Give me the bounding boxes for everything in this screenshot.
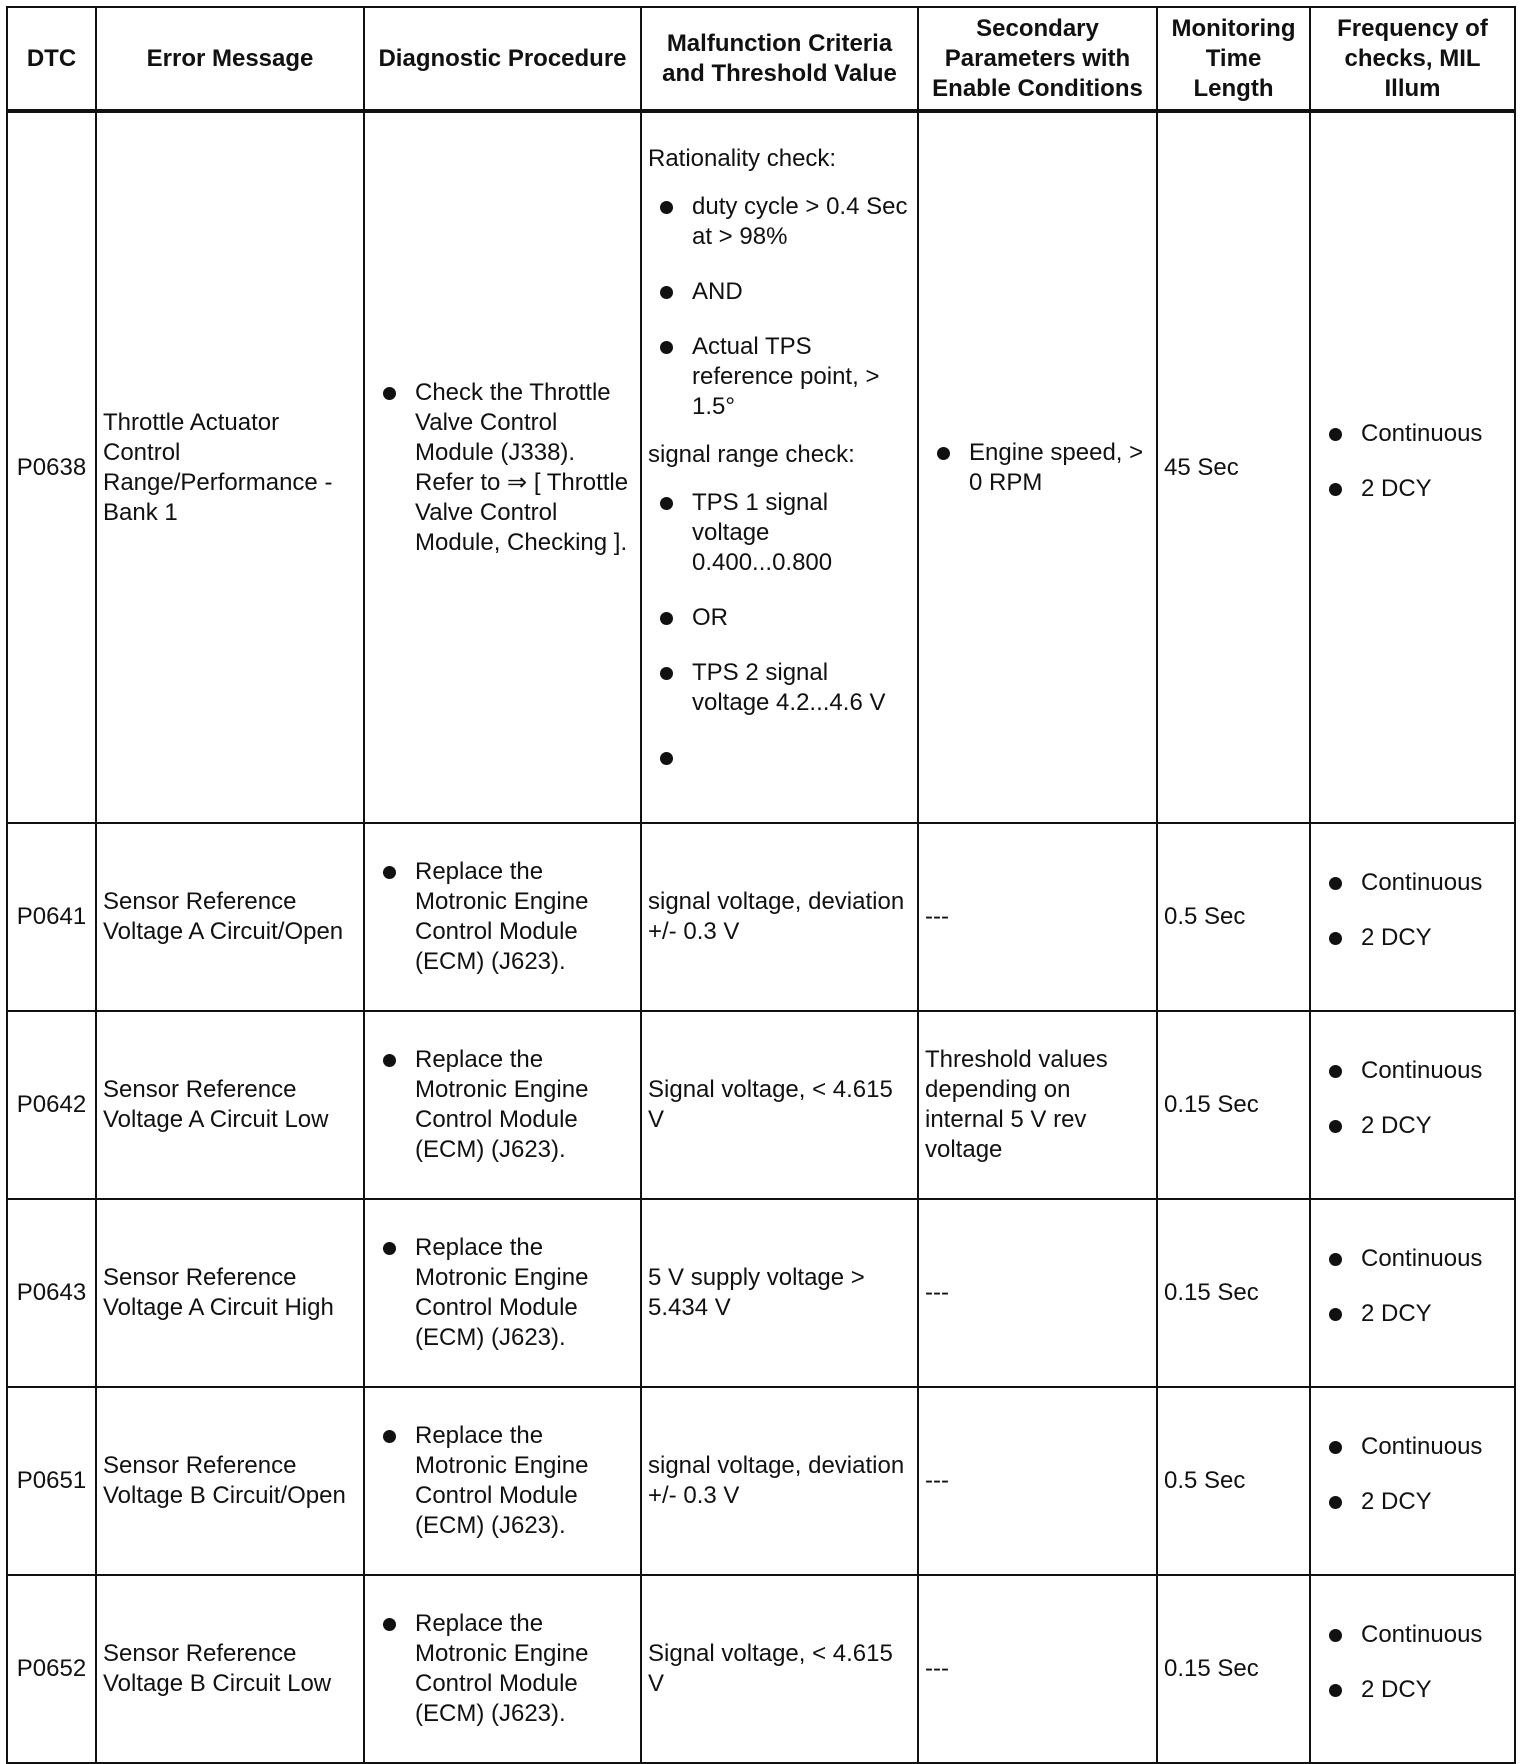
- procedure-text: Replace the Motronic Engine Control Module (ECM) (J623).: [415, 1610, 589, 1727]
- table-row: [7, 111, 1515, 823]
- bullet-icon: [1329, 1308, 1342, 1321]
- rationality-list: [648, 192, 911, 422]
- bullet-icon: [383, 1054, 396, 1067]
- bullet-icon: [660, 341, 673, 354]
- bullet-icon: [1329, 1684, 1342, 1697]
- bullet-icon: [1329, 1253, 1342, 1266]
- procedure-text: Replace the Motronic Engine Control Module (ECM) (J623).: [415, 858, 589, 975]
- list-item: [371, 1609, 634, 1729]
- bullet-icon: [660, 286, 673, 299]
- list-item: [648, 192, 911, 252]
- criteria-item: TPS 2 signal voltage 4.2...4.6 V: [692, 659, 886, 716]
- header-frequency: Frequency of checks, MIL Illum: [1310, 7, 1515, 111]
- rationality-check-label: Rationality check:: [648, 145, 837, 172]
- error-message: Sensor Reference Voltage A Circuit/Open: [96, 823, 364, 1011]
- error-message: Sensor Reference Voltage A Circuit High: [96, 1199, 364, 1387]
- list-item: [371, 1233, 634, 1353]
- list-item: [1317, 1675, 1508, 1705]
- dtc-code: P0642: [7, 1011, 96, 1199]
- bullet-icon: [1329, 932, 1342, 945]
- malfunction-criteria: Signal voltage, < 4.615 V: [641, 1575, 918, 1763]
- header-dtc: DTC: [7, 7, 96, 111]
- monitoring-time: 0.15 Sec: [1157, 1575, 1310, 1763]
- list-item: [648, 332, 911, 422]
- dtc-code: P0638: [7, 111, 96, 823]
- diagnostic-procedure: [364, 1387, 641, 1575]
- header-malfunction-criteria: Malfunction Criteria and Threshold Value: [641, 7, 918, 111]
- list-item: [371, 378, 634, 558]
- table-row: [7, 1011, 1515, 1199]
- monitoring-time: 0.5 Sec: [1157, 1387, 1310, 1575]
- bullet-icon: [660, 497, 673, 510]
- bullet-icon: [660, 752, 673, 765]
- table-row: [7, 823, 1515, 1011]
- criteria-item: AND: [692, 278, 743, 305]
- diagnostic-procedure: [364, 823, 641, 1011]
- list-item: [1317, 474, 1508, 504]
- bullet-icon: [383, 1618, 396, 1631]
- list-item: [648, 277, 911, 307]
- procedure-text: Replace the Motronic Engine Control Module (ECM) (J623).: [415, 1234, 589, 1351]
- frequency: [1310, 823, 1515, 1011]
- procedure-text: Replace the Motronic Engine Control Module (ECM) (J623).: [415, 1422, 589, 1539]
- bullet-icon: [937, 447, 950, 460]
- bullet-icon: [1329, 1496, 1342, 1509]
- list-item: [1317, 923, 1508, 953]
- list-item: [371, 1421, 634, 1541]
- malfunction-criteria: 5 V supply voltage > 5.434 V: [641, 1199, 918, 1387]
- list-item: [1317, 1056, 1508, 1086]
- frequency-text: 2 DCY: [1361, 1488, 1432, 1515]
- secondary-parameters: [918, 111, 1157, 823]
- criteria-item: duty cycle > 0.4 Sec at > 98%: [692, 193, 908, 250]
- frequency-text: 2 DCY: [1361, 924, 1432, 951]
- diagnostic-procedure: [364, 1575, 641, 1763]
- frequency-text: 2 DCY: [1361, 1112, 1432, 1139]
- criteria-item: Actual TPS reference point, > 1.5°: [692, 333, 880, 420]
- malfunction-criteria: [641, 111, 918, 823]
- list-item: [1317, 1244, 1508, 1274]
- bullet-icon: [383, 866, 396, 879]
- bullet-icon: [1329, 483, 1342, 496]
- signal-range-list: [648, 488, 911, 773]
- list-item: [648, 743, 911, 773]
- frequency-text: Continuous: [1361, 1621, 1483, 1648]
- list-item: [648, 603, 911, 633]
- secondary-parameters: ---: [918, 1199, 1157, 1387]
- monitoring-time: 0.5 Sec: [1157, 823, 1310, 1011]
- bullet-icon: [1329, 1441, 1342, 1454]
- header-row: [7, 7, 1515, 111]
- malfunction-criteria: signal voltage, deviation +/- 0.3 V: [641, 823, 918, 1011]
- frequency-text: Continuous: [1361, 1433, 1483, 1460]
- error-message: Sensor Reference Voltage B Circuit Low: [96, 1575, 364, 1763]
- bullet-icon: [383, 387, 396, 400]
- header-monitoring-time: Monitoring Time Length: [1157, 7, 1310, 111]
- frequency-text: Continuous: [1361, 1245, 1483, 1272]
- list-item: [1317, 1432, 1508, 1462]
- secondary-parameters: ---: [918, 1575, 1157, 1763]
- list-item: [925, 438, 1150, 498]
- list-item: [648, 488, 911, 578]
- bullet-icon: [383, 1430, 396, 1443]
- frequency-text: Continuous: [1361, 869, 1483, 896]
- error-message: Sensor Reference Voltage A Circuit Low: [96, 1011, 364, 1199]
- procedure-text: Replace the Motronic Engine Control Module (ECM) (J623).: [415, 1046, 589, 1163]
- secondary-parameters: ---: [918, 1387, 1157, 1575]
- header-secondary-parameters: Secondary Parameters with Enable Conditions: [918, 7, 1157, 111]
- monitoring-time: 45 Sec: [1157, 111, 1310, 823]
- dtc-code: P0651: [7, 1387, 96, 1575]
- list-item: [371, 857, 634, 977]
- bullet-icon: [660, 667, 673, 680]
- procedure-text: Check the Throttle Valve Control Module (J338). Refer to ⇒ [ Throttle Valve Control Module, Checking ].: [415, 378, 629, 556]
- list-item: [648, 658, 911, 718]
- frequency-text: 2 DCY: [1361, 474, 1432, 502]
- criteria-item: TPS 1 signal voltage 0.400...0.800: [692, 489, 833, 576]
- malfunction-criteria: Signal voltage, < 4.615 V: [641, 1011, 918, 1199]
- bullet-icon: [1329, 1629, 1342, 1642]
- dtc-code: P0641: [7, 823, 96, 1011]
- list-item: [1317, 1111, 1508, 1141]
- frequency: [1310, 1575, 1515, 1763]
- list-item: [1317, 419, 1508, 449]
- frequency: [1310, 111, 1515, 823]
- bullet-icon: [1329, 877, 1342, 890]
- frequency-text: 2 DCY: [1361, 1676, 1432, 1703]
- secondary-parameters: ---: [918, 823, 1157, 1011]
- frequency: [1310, 1011, 1515, 1199]
- bullet-icon: [660, 612, 673, 625]
- diagnostic-procedure: [364, 1199, 641, 1387]
- frequency: [1310, 1199, 1515, 1387]
- list-item: [371, 1045, 634, 1165]
- dtc-table: [6, 6, 1516, 1764]
- secondary-text: Engine speed, > 0 RPM: [969, 438, 1144, 496]
- bullet-icon: [1329, 428, 1342, 441]
- header-error-message: Error Message: [96, 7, 364, 111]
- signal-range-check-label: signal range check:: [648, 441, 855, 468]
- dtc-code: P0643: [7, 1199, 96, 1387]
- dtc-code: P0652: [7, 1575, 96, 1763]
- bullet-icon: [383, 1242, 396, 1255]
- malfunction-criteria: signal voltage, deviation +/- 0.3 V: [641, 1387, 918, 1575]
- header-diagnostic-procedure: Diagnostic Procedure: [364, 7, 641, 111]
- bullet-icon: [1329, 1065, 1342, 1078]
- frequency-text: Continuous: [1361, 419, 1483, 447]
- diagnostic-procedure: [364, 1011, 641, 1199]
- criteria-item: OR: [692, 604, 728, 631]
- error-message: Throttle Actuator Control Range/Performance - Bank 1: [96, 111, 364, 823]
- diagnostic-procedure: [364, 111, 641, 823]
- frequency-text: Continuous: [1361, 1057, 1483, 1084]
- secondary-parameters: Threshold values depending on internal 5 V rev voltage: [918, 1011, 1157, 1199]
- bullet-icon: [660, 201, 673, 214]
- list-item: [1317, 1299, 1508, 1329]
- frequency-text: 2 DCY: [1361, 1300, 1432, 1327]
- table-row: [7, 1575, 1515, 1763]
- list-item: [1317, 1487, 1508, 1517]
- bullet-icon: [1329, 1120, 1342, 1133]
- table-row: [7, 1387, 1515, 1575]
- error-message: Sensor Reference Voltage B Circuit/Open: [96, 1387, 364, 1575]
- list-item: [1317, 1620, 1508, 1650]
- monitoring-time: 0.15 Sec: [1157, 1199, 1310, 1387]
- list-item: [1317, 868, 1508, 898]
- monitoring-time: 0.15 Sec: [1157, 1011, 1310, 1199]
- frequency: [1310, 1387, 1515, 1575]
- table-row: [7, 1199, 1515, 1387]
